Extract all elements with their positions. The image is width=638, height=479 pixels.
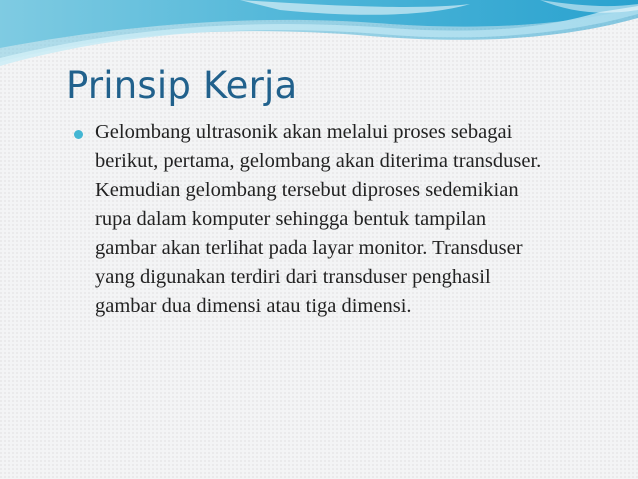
slide-title: Prinsip Kerja	[66, 64, 298, 107]
bullet-list	[74, 118, 544, 321]
bullet-text: Gelombang ultrasonik akan melalui proses sebagai berikut, pertama, gelombang akan diterima transduser. Kemudian gelombang tersebut diproses sedemikian rupa dalam komputer sehingga bentuk tampilan gambar akan terlihat pada layar monitor. Transduser yang digunakan terdiri dari transduser penghasil gambar dua dimensi atau tiga dimensi.	[95, 121, 542, 317]
bullet-item	[74, 118, 544, 321]
bullet-dot-icon	[74, 130, 83, 139]
